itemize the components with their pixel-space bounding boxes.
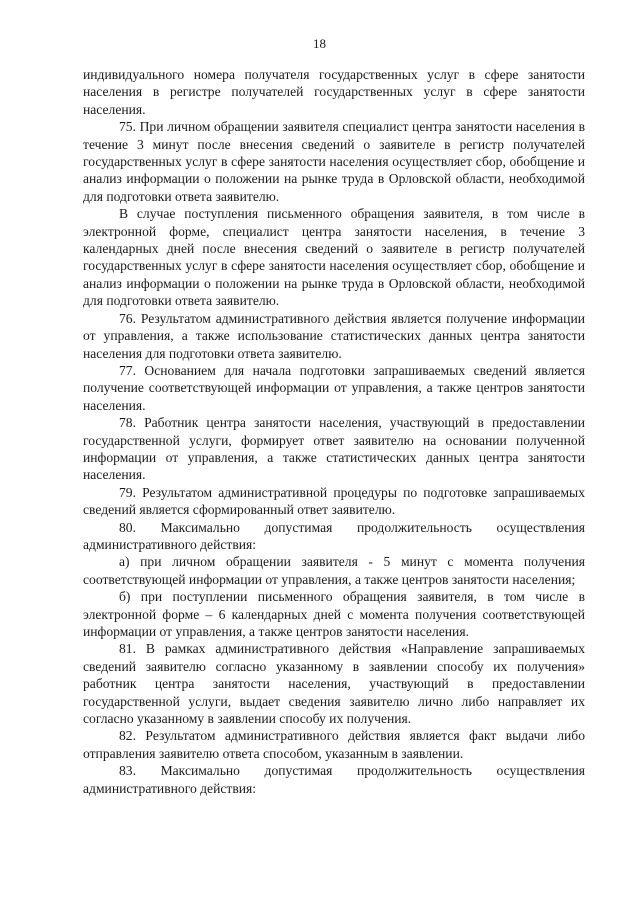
paragraph-75-written: В случае поступления письменного обращения заявителя, в том числе в электронной форме, специалист центра занятости населения, в течение 3 календарных дней после внесения сведений о заявителе в регистр получателей государственных услуг в сфере занятости населения осуществляет сбор, обобщение и анализ информации о положении на рынке труда в Орловской области, необходимой для подготовки ответа заявителю. — [83, 206, 585, 309]
paragraph-80-a: а) при личном обращении заявителя - 5 минут с момента получения соответствующей информации от управления, а также центров занятости населения; — [83, 554, 585, 587]
paragraph-82: 82. Результатом административного действия является факт выдачи либо отправления заявителю ответа способом, указанным в заявлении. — [83, 728, 585, 761]
paragraph-75: 75. При личном обращении заявителя специалист центра занятости населения в течение 3 минут после внесения сведений о заявителе в регистр получателей государственных услуг в сфере занятости населения осуществляет сбор, обобщение и анализ информации о положении на рынке труда в Орловской области, необходимой для подготовки ответа заявителю. — [83, 119, 585, 204]
page-number: 18 — [313, 36, 326, 51]
paragraph-continuation: индивидуального номера получателя государственных услуг в сфере занятости населения в регистре получателей государственных услуг в сфере занятости населения. — [83, 67, 585, 117]
paragraph-80-b: б) при поступлении письменного обращения заявителя, в том числе в электронной форме – 6 календарных дней с момента получения соответствующей информации от управления, а также центров занятости населения. — [83, 589, 585, 639]
paragraph-81: 81. В рамках административного действия «Направление запрашиваемых сведений заявителю согласно указанному в заявлении способу их получения» работник центра занятости населения, участвующий в предоставлении государственной услуги, выдает сведения заявителю лично либо направляет их согласно указанному в заявлении способу их получения. — [83, 641, 585, 727]
paragraph-76: 76. Результатом административного действия является получение информации от управления, а также использование статистических данных центра занятости населения для подготовки ответа заявителю. — [83, 310, 585, 361]
paragraph-83: 83. Максимально допустимая продолжительность осуществления административного действия: — [83, 763, 585, 796]
document-body — [83, 66, 585, 797]
paragraph-80: 80. Максимально допустимая продолжительность осуществления административного действия: — [83, 519, 585, 552]
paragraph-78: 78. Работник центра занятости населения, участвующий в предоставлении государственной услуги, формирует ответ заявителю на основании полученной информации от управления, а также статистических данных центра занятости населения. — [83, 415, 585, 483]
paragraph-77: 77. Основанием для начала подготовки запрашиваемых сведений является получение соответствующей информации от управления, а также центров занятости населения. — [83, 362, 585, 413]
paragraph-79: 79. Результатом административной процедуры по подготовке запрашиваемых сведений является сформированный ответ заявителю. — [83, 484, 585, 518]
